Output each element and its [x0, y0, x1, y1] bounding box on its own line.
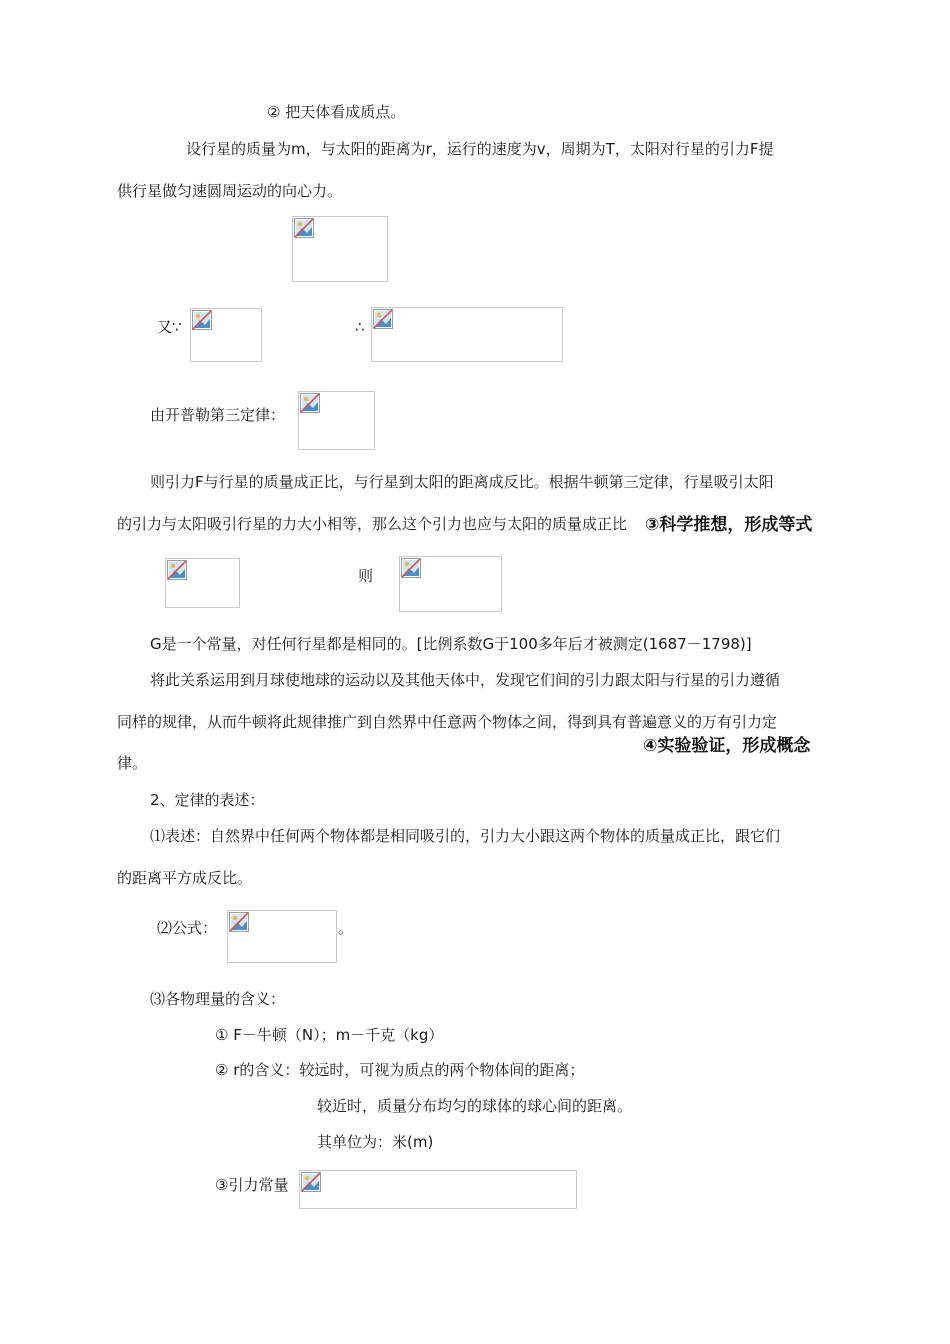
formula-image [292, 216, 388, 282]
text-line-generalize: 同样的规律，从而牛顿将此规律推广到自然界中任意两个物体之间，得到具有普遍意义的万有引力定 [117, 713, 778, 731]
text-line-setup: 设行星的质量为m，与太阳的距离为r，运行的速度为v，周期为T，太阳对行星的引力F提 [186, 140, 774, 158]
formula-image [399, 556, 502, 612]
broken-image-icon [167, 560, 187, 580]
text-units: ① F－牛顿（N）；m－千克（kg） [215, 1026, 444, 1044]
text-statement: ⑴表述：自然界中任何两个物体都是相同吸引的，引力大小跟这两个物体的质量成正比，跟它们 [150, 827, 781, 845]
formula-image [190, 308, 262, 362]
text-quantities-heading: ⑶各物理量的含义： [150, 990, 286, 1008]
formula-image [299, 1170, 577, 1209]
broken-image-icon [294, 218, 314, 238]
text-period: 。 [338, 919, 354, 937]
text-formula-label: ⑵公式： [157, 919, 218, 937]
formula-image [298, 391, 375, 450]
annotation-step3: ③科学推想，形成等式 [645, 515, 813, 534]
broken-image-icon [401, 558, 421, 578]
text-r-meaning-near: 较近时，质量分布均匀的球体的球心间的距离。 [317, 1097, 633, 1115]
text-kepler: 由开普勒第三定律： [150, 406, 286, 424]
text-line-constant: G是一个常量，对任何行星都是相同的。[比例系数G于100多年后才被测定(1687－1798)] [150, 635, 752, 653]
text-line-application: 将此关系运用到月球使地球的运动以及其他天体中，发现它们间的引力跟太阳与行星的引力遵循 [150, 671, 781, 689]
text-r-unit: 其单位为：米(m) [317, 1133, 434, 1151]
annotation-step4: ④实验验证，形成概念 [643, 736, 811, 755]
broken-image-icon [301, 1172, 321, 1192]
text-statement-cont: 的距离平方成反比。 [117, 869, 253, 887]
broken-image-icon [300, 393, 320, 413]
text-line-newton-third: 的引力与太阳吸引行星的力大小相等，那么这个引力也应与太阳的质量成正比 [117, 515, 628, 533]
text-ze: 则 [358, 567, 374, 585]
text-line-law: 律。 [117, 754, 148, 772]
formula-image [227, 910, 337, 963]
formula-image [371, 307, 563, 362]
text-r-meaning: ② r的含义：较远时，可视为质点的两个物体间的距离； [215, 1061, 585, 1079]
text-you-yin: 又∵ [157, 318, 182, 336]
text-line-proportional: 则引力F与行星的质量成正比，与行星到太阳的距离成反比。根据牛顿第三定律，行星吸引太阳 [150, 473, 774, 491]
broken-image-icon [373, 309, 393, 329]
broken-image-icon [229, 912, 249, 932]
text-gravitational-constant: ③引力常量 [215, 1176, 289, 1194]
text-line-setup-cont: 供行星做匀速圆周运动的向心力。 [117, 182, 343, 200]
formula-image [165, 558, 240, 608]
broken-image-icon [192, 310, 212, 330]
text-line-assumption: ② 把天体看成质点。 [267, 103, 406, 121]
section-heading: 2、定律的表述： [150, 791, 265, 809]
text-suoyi: ∴ [355, 318, 365, 336]
